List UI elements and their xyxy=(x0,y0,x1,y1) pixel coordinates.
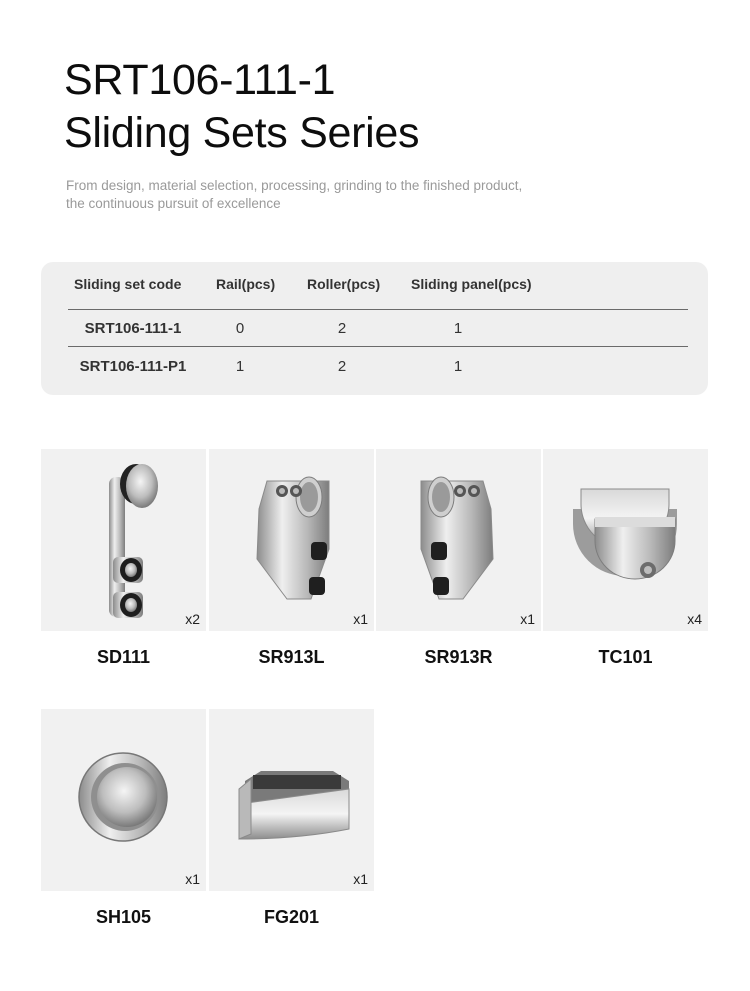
table-cell-code: SRT106-111-P1 xyxy=(79,358,187,375)
component-name: SD111 xyxy=(96,647,151,667)
column-header-panel: Sliding panel(pcs) xyxy=(411,276,532,292)
table-cell-panel: 1 xyxy=(453,358,463,375)
subtitle-line-1: From design, material selection, processing, grinding to the finished product, xyxy=(66,178,523,193)
component-name: TC101 xyxy=(598,647,653,667)
quantity-label: x1 xyxy=(520,611,535,627)
column-header-roller: Roller(pcs) xyxy=(307,276,381,292)
component-tile xyxy=(209,449,374,631)
quantity-label: x1 xyxy=(185,871,200,887)
rail-clip-icon xyxy=(543,449,708,631)
round-handle-icon xyxy=(41,709,206,891)
quantity-label: x1 xyxy=(353,611,368,627)
title-line-1: SRT106-111-1 xyxy=(64,56,336,104)
component-tile xyxy=(41,449,206,631)
component-tile xyxy=(543,449,708,631)
column-header-rail: Rail(pcs) xyxy=(216,276,276,292)
component-name: SH105 xyxy=(95,907,152,927)
table-cell-code: SRT106-111-1 xyxy=(84,320,182,337)
spec-table xyxy=(41,262,708,395)
quantity-label: x1 xyxy=(353,871,368,887)
component-tile xyxy=(376,449,541,631)
table-divider xyxy=(68,346,688,347)
roller-bracket-icon xyxy=(41,449,206,631)
component-tile xyxy=(209,709,374,891)
glass-guide-icon xyxy=(209,709,374,891)
table-cell-roller: 2 xyxy=(337,358,347,375)
page-title xyxy=(64,54,419,160)
table-cell-rail: 1 xyxy=(235,358,245,375)
title-line-2: Sliding Sets Series xyxy=(64,109,420,157)
subtitle-line-2: the continuous pursuit of excellence xyxy=(66,196,281,211)
component-tile xyxy=(41,709,206,891)
clamp-right-icon xyxy=(376,449,541,631)
clamp-left-icon xyxy=(209,449,374,631)
quantity-label: x4 xyxy=(687,611,702,627)
component-name: SR913R xyxy=(424,647,493,667)
table-divider xyxy=(68,309,688,310)
table-cell-roller: 2 xyxy=(337,320,347,337)
column-header-code: Sliding set code xyxy=(74,276,182,292)
quantity-label: x2 xyxy=(185,611,200,627)
table-cell-rail: 0 xyxy=(235,320,245,337)
component-name: SR913L xyxy=(258,647,325,667)
component-name: FG201 xyxy=(263,907,320,927)
subtitle xyxy=(66,177,522,213)
table-cell-panel: 1 xyxy=(453,320,463,337)
